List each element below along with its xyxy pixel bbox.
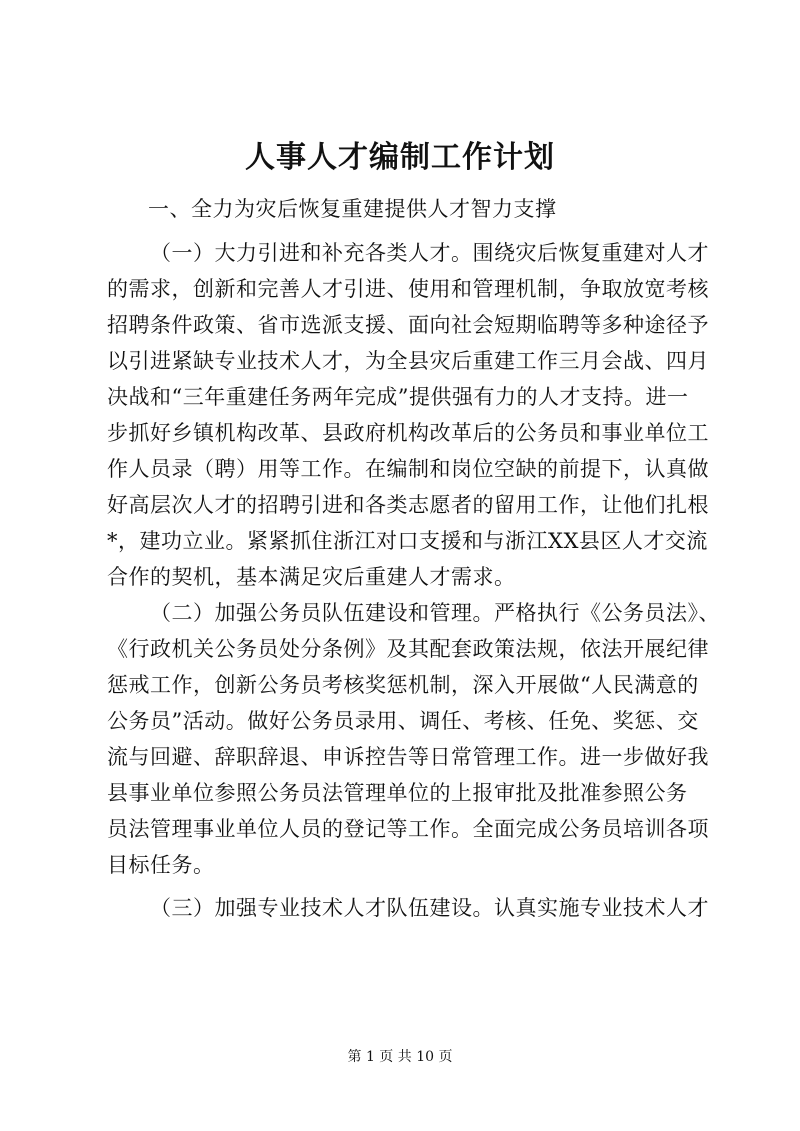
paragraph-line: 目标任务。 bbox=[107, 853, 215, 877]
paragraph-line: 《行政机关公务员处分条例》及其配套政策法规，依法开展纪律 bbox=[107, 637, 709, 661]
paragraph-line: *，建功立业。紧紧抓住浙江对口支援和与浙江XX县区人才交流 bbox=[107, 529, 708, 553]
paragraph-line: 决战和“三年重建任务两年完成”提供强有力的人才支持。进一 bbox=[107, 385, 689, 409]
paragraph-line: 公务员”活动。做好公务员录用、调任、考核、任免、奖惩、交 bbox=[107, 709, 699, 733]
section-heading: 一、全力为灾后恢复重建提供人才智力支撑 bbox=[148, 197, 557, 221]
paragraph-line: 的需求，创新和完善人才引进、使用和管理机制，争取放宽考核 bbox=[107, 277, 709, 301]
paragraph-line: 作人员录（聘）用等工作。在编制和岗位空缺的前提下，认真做 bbox=[107, 457, 709, 481]
paragraph-line: 以引进紧缺专业技术人才，为全县灾后重建工作三月会战、四月 bbox=[107, 349, 709, 373]
page-footer: 第 1 页 共 10 页 bbox=[347, 1049, 453, 1065]
paragraph-line: 好高层次人才的招聘引进和各类志愿者的留用工作，让他们扎根 bbox=[107, 493, 709, 517]
paragraph-line: 招聘条件政策、省市选派支援、面向社会短期临聘等多种途径予 bbox=[107, 313, 709, 337]
paragraph-line: 县事业单位参照公务员法管理单位的上报审批及批准参照公务 bbox=[107, 781, 688, 805]
paragraph-line: 员法管理事业单位人员的登记等工作。全面完成公务员培训各项 bbox=[107, 817, 709, 841]
paragraph-line: 合作的契机，基本满足灾后重建人才需求。 bbox=[107, 565, 516, 589]
paragraph-line: 步抓好乡镇机构改革、县政府机构改革后的公务员和事业单位工 bbox=[107, 421, 709, 445]
paragraph-line: （二）加强公务员队伍建设和管理。严格执行《公务员法》、 bbox=[150, 601, 720, 625]
paragraph-line: 惩戒工作，创新公务员考核奖惩机制，深入开展做“人民满意的 bbox=[107, 673, 699, 697]
document-title: 人事人才编制工作计划 bbox=[245, 140, 555, 175]
paragraph-line: （三）加强专业技术人才队伍建设。认真实施专业技术人才 bbox=[150, 896, 709, 920]
paragraph-line: （一）大力引进和补充各类人才。围绕灾后恢复重建对人才 bbox=[150, 241, 709, 265]
paragraph-line: 流与回避、辞职辞退、申诉控告等日常管理工作。进一步做好我 bbox=[107, 745, 709, 769]
